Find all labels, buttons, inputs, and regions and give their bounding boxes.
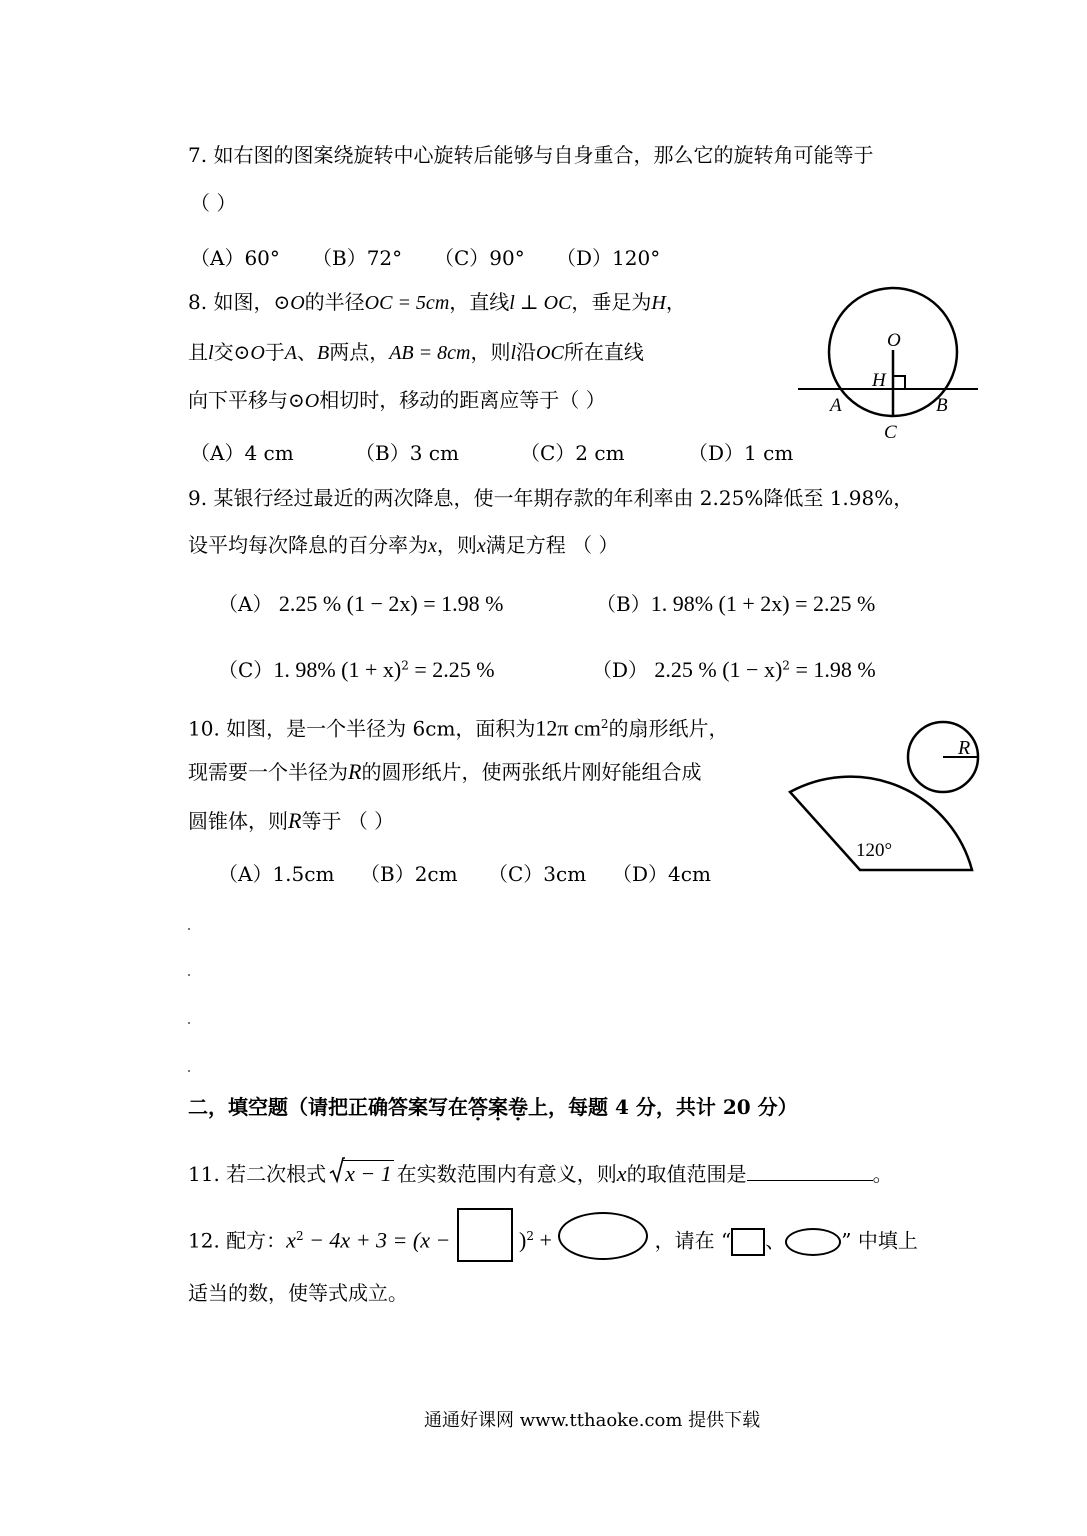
oval-symbol: [785, 1228, 841, 1256]
label-c: C: [884, 422, 897, 443]
q10-option-a: （A）1.5cm: [218, 862, 335, 886]
q9-line2: 设平均每次降息的百分率为x，则x满足方程 （ ）: [188, 533, 619, 557]
q11-line: 11. 若二次根式 x − 1 在实数范围内有意义，则x的取值范围是 。: [188, 1160, 893, 1187]
stray-dot: [188, 974, 190, 976]
q8-option-a: （A）4 cm: [190, 441, 294, 465]
q9-option-a: （A） 2.25 % (1 − 2x) = 1.98 %: [218, 591, 504, 616]
stray-dot: [188, 928, 190, 930]
label-h: H: [872, 370, 886, 391]
q10-option-b: （B）2cm: [360, 862, 458, 886]
q12-line2: 适当的数，使等式成立。: [188, 1281, 408, 1305]
stray-dot: [188, 1070, 190, 1072]
label-b: B: [936, 395, 948, 416]
label-o: O: [887, 330, 901, 351]
q10-line1: 10. 如图，是一个半径为 6cm，面积为12π $cm^2$的扇形纸片，: [188, 715, 729, 741]
q10-option-d: （D）4cm: [612, 862, 711, 886]
q7-paren: （ ）: [190, 191, 237, 215]
q7-option-d: （D）120°: [556, 246, 661, 270]
q10-option-c: （C）3cm: [488, 862, 587, 886]
right-angle-mark: [893, 376, 905, 389]
page-footer: 通通好课网 www.tthaoke.com 提供下载: [424, 1410, 761, 1431]
q10-sector-figure: [780, 716, 990, 881]
q9-option-c: （C）1. 98% $(1 + x)^2 = 2.25$ %: [218, 657, 495, 682]
q9-option-d: （D） 2.25 % $(1 - x)^2 = 1.98$ %: [592, 657, 876, 682]
stray-dot: [188, 1022, 190, 1024]
q8-circle-figure: [790, 268, 990, 448]
q10-line2: 现需要一个半径为R的圆形纸片，使两张纸片刚好能组合成: [188, 759, 702, 784]
q8-line1: 8. 如图，⊙O的半径OC = 5cm，直线l ⊥ OC，垂足为H，: [188, 290, 686, 314]
q8-option-b: （B）3 cm: [355, 441, 459, 465]
q12-line1: 12. 配方：$x^2 - 4x + 3 = (x - )^2$ + ，请在 “ 、 ” 中填上: [188, 1222, 918, 1262]
q8-option-c: （C）2 cm: [520, 441, 625, 465]
section2-heading: 二，填空题（请把正确答案写在答案卷上，每题 4 分，共计 20 分）: [188, 1095, 798, 1119]
q8-option-d: （D）1 cm: [688, 441, 794, 465]
q7-stem: 7. 如右图的图案绕旋转中心旋转后能够与自身重合，那么它的旋转角可能等于: [188, 143, 874, 167]
q10-line3: 圆锥体，则R等于 （ ）: [188, 808, 395, 833]
q7-option-a: （A）60°: [190, 246, 280, 270]
answer-box-square[interactable]: [457, 1208, 513, 1262]
answer-oval[interactable]: [558, 1212, 648, 1260]
q7-option-b: （B）72°: [312, 246, 403, 270]
radical-sign-icon: [329, 1157, 345, 1185]
label-angle: 120°: [856, 840, 893, 861]
label-a: A: [830, 395, 842, 416]
q9-line1: 9. 某银行经过最近的两次降息，使一年期存款的年利率由 2.25%降低至 1.98%，: [188, 486, 914, 510]
sqrt-expression: x − 1: [329, 1161, 394, 1187]
label-r: R: [958, 737, 971, 759]
q9-option-b: （B）1. 98% (1 + 2x) = 2.25 %: [596, 591, 876, 616]
q8-line3: 向下平移与⊙O相切时，移动的距离应等于（ ）: [188, 388, 606, 412]
square-symbol: [731, 1228, 765, 1256]
answer-blank[interactable]: [747, 1160, 873, 1181]
q8-line2: 且l交⊙O于A、B两点，AB = 8cm，则l沿OC所在直线: [188, 340, 644, 364]
q7-option-c: （C）90°: [434, 246, 525, 270]
